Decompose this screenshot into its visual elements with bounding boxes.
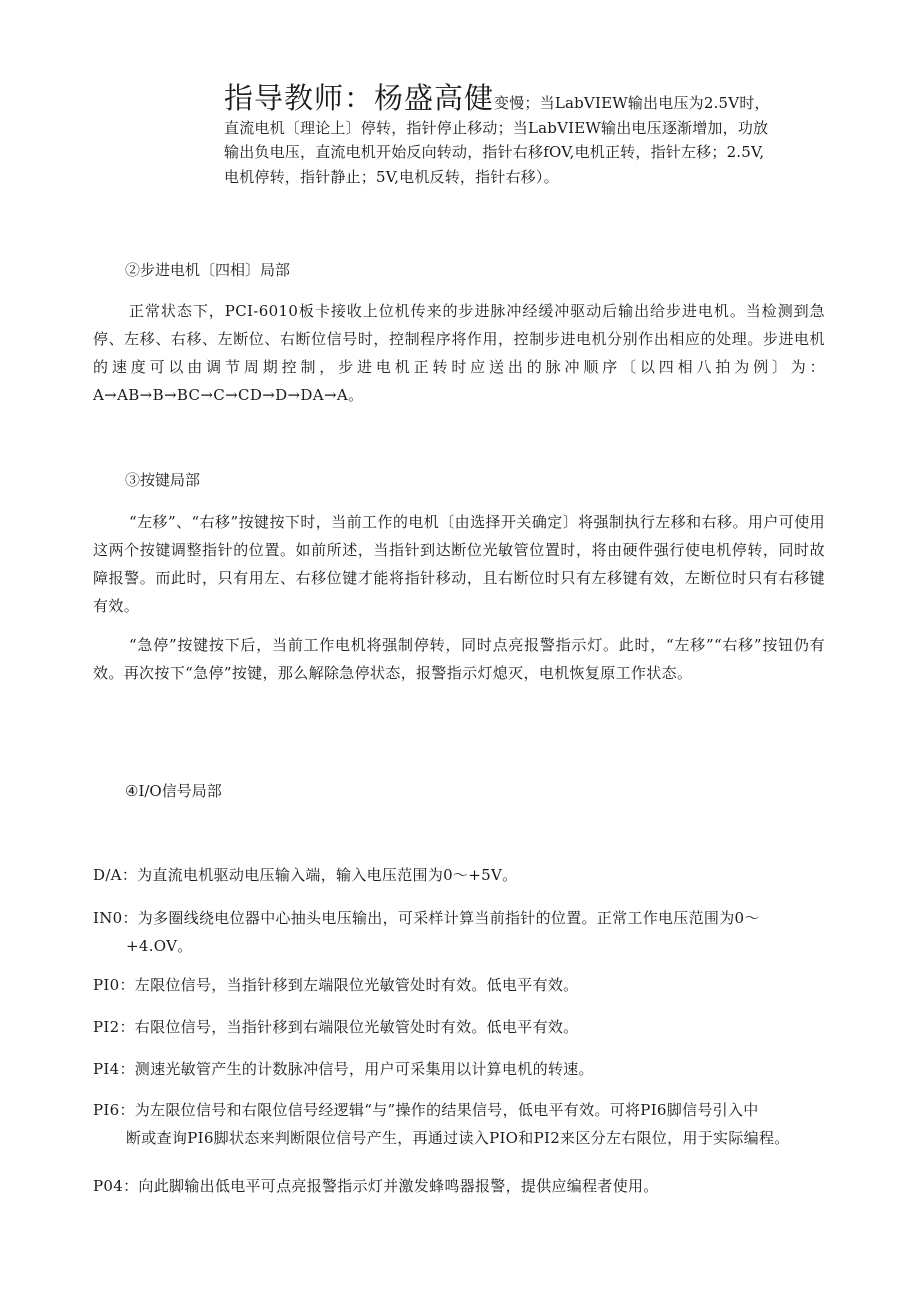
io-item-pi4 xyxy=(93,1055,833,1083)
io-text: 为左限位信号和右限位信号经逻辑“与”操作的结果信号，低电平有效。可将PI6脚信号引入中 xyxy=(134,1101,759,1119)
io-text: 测速光敏管产生的计数脉冲信号，用户可采集用以计算电机的转速。 xyxy=(134,1060,594,1078)
top-line-2: 直流电机〔理论上〕停转，指针停止移动；当LabVIEW输出电压逐渐增加，功放 xyxy=(224,118,769,137)
io-label: PI4： xyxy=(93,1060,135,1078)
io-text: 左限位信号，当指针移到左端限位光敏管处时有效。低电平有效。 xyxy=(134,976,579,994)
io-text: 为直流电机驱动电压输入端，输入电压范围为0～+5V。 xyxy=(137,866,518,884)
title-line xyxy=(224,81,824,116)
io-label: PI2： xyxy=(93,1018,135,1036)
top-line-4: 电机停转，指针静止；5V,电机反转，指针右移）。 xyxy=(224,167,559,186)
keys-paragraph-2: “急停”按键按下后，当前工作电机将强制停转，同时点亮报警指示灯。此时，“左移”“右移”按钮仍有效。再次按下“急停”按键，那么解除急停状态，报警指示灯熄灭，电机恢复原工作状态。 xyxy=(93,636,825,682)
io-label: PI6： xyxy=(93,1101,135,1119)
io-text: 向此脚输出低电平可点亮报警指示灯并激发蜂鸣器报警，提供应编程者使用。 xyxy=(138,1177,659,1195)
io-text: 右限位信号，当指针移到右端限位光敏管处时有效。低电平有效。 xyxy=(134,1018,579,1036)
stepper-paragraph: 正常状态下，PCI-6010板卡接收上位机传来的步进脉冲经缓冲驱动后输出给步进电机。当检测到急停、左移、右移、左断位、右断位信号时，控制程序将作用，控制步进电机分别作出相应的处理。步进电机的速度可以由调节周期控制，步进电机正转时应送出的脉冲顺序〔以四相八拍为例〕为：A→AB→B→BC→C→CD→D→DA→A。 xyxy=(93,302,825,404)
io-label: PI0： xyxy=(93,976,135,994)
io-item-pi0 xyxy=(93,971,833,999)
io-label: D/A： xyxy=(93,866,138,884)
keys-heading: ③按键局部 xyxy=(125,471,201,489)
io-item-p04 xyxy=(93,1172,833,1200)
title-line-continuation: 变慢；当LabVIEW输出电压为2.5V时， xyxy=(494,94,770,112)
io-label: IN0： xyxy=(93,909,138,927)
io-item-in0 xyxy=(93,904,833,960)
top-text-block xyxy=(224,81,824,189)
advisor-title: 指导教师：杨盛高健 xyxy=(224,81,495,115)
keys-paragraph-1: “左移”、“右移”按键按下时，当前工作的电机〔由选择开关确定〕将强制执行左移和右移。用户可使用这两个按键调整指针的位置。如前所述，当指针到达断位光敏管位置时，将由硬件强行使电机停转，同时故障报警。而此时，只有用左、右移位键才能将指针移动，且右断位时只有左移键有效，左断位时只有右移键有效。 xyxy=(93,513,825,615)
io-text-continuation: 断或查询PI6脚状态来判断限位信号产生，再通过读入PIO和PI2来区分左右限位，用于实际编程。 xyxy=(126,1129,790,1147)
io-item-da xyxy=(93,861,833,889)
top-line-3: 输出负电压，直流电机开始反向转动，指针右移fOV,电机正转，指针左移；2.5V, xyxy=(224,143,765,161)
io-item-pi6 xyxy=(93,1096,833,1152)
io-label: P04： xyxy=(93,1177,139,1195)
io-heading: ④I/O信号局部 xyxy=(125,782,222,800)
stepper-heading: ②步进电机〔四相〕局部 xyxy=(125,261,291,279)
io-text-continuation: +4.OV。 xyxy=(126,937,193,955)
io-item-pi2 xyxy=(93,1013,833,1041)
io-text: 为多圈线绕电位器中心抽头电压输出，可采样计算当前指针的位置。正常工作电压范围为0～ xyxy=(137,909,760,927)
